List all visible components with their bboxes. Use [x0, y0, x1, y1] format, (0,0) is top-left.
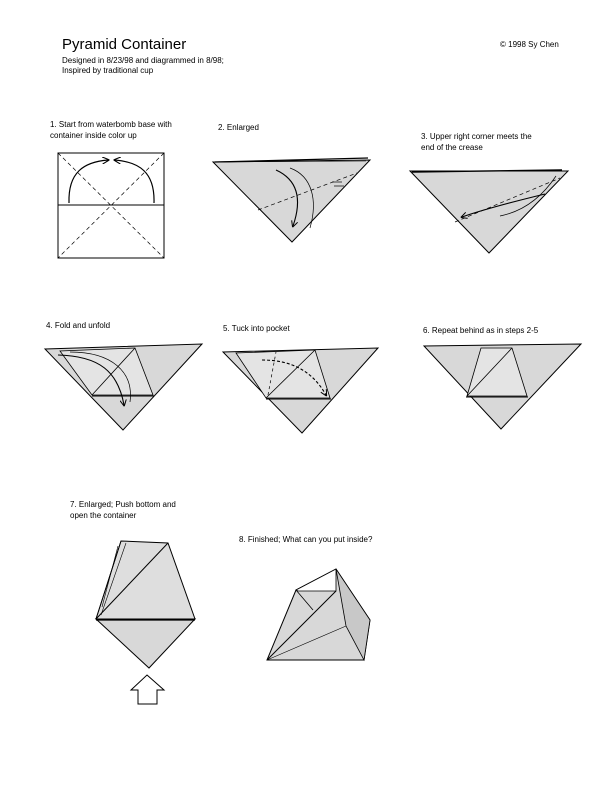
- container-opening: [296, 569, 336, 591]
- step-8-figure: [267, 569, 370, 660]
- step-8-caption-line1: 8. Finished; What can you put inside?: [239, 535, 373, 544]
- step-1-caption-line1: 1. Start from waterbomb base with: [50, 120, 172, 129]
- step-2-figure: [213, 158, 370, 242]
- folded-flap: [236, 350, 330, 398]
- step-3-caption-line2: end of the crease: [421, 143, 483, 152]
- step-6-figure: [424, 344, 581, 429]
- step-5-caption-line1: 5. Tuck into pocket: [223, 324, 290, 333]
- inspired-note: Inspired by traditional cup: [62, 66, 154, 75]
- push-arrow-icon: [131, 675, 164, 704]
- designed-note: Designed in 8/23/98 and diagrammed in 8/98;: [62, 56, 224, 65]
- step-3-figure: [410, 170, 568, 253]
- step-1-figure: [58, 153, 164, 258]
- step-7-figure: [96, 541, 195, 704]
- triangle-paper: [410, 171, 568, 253]
- step-7-caption-line1: 7. Enlarged; Push bottom and: [70, 500, 176, 509]
- page-title: Pyramid Container: [62, 36, 187, 53]
- step-2-caption-line1: 2. Enlarged: [218, 123, 259, 132]
- step-4-figure: [45, 344, 202, 430]
- step-7-caption-line2: open the container: [70, 511, 137, 520]
- step-4-caption-line1: 4. Fold and unfold: [46, 321, 111, 330]
- triangle-paper: [213, 160, 370, 242]
- step-3-caption-line1: 3. Upper right corner meets the: [421, 132, 532, 141]
- bottom-triangle: [96, 619, 195, 668]
- trapezoid-body: [96, 541, 195, 619]
- step-1-caption-line2: container inside color up: [50, 131, 137, 140]
- copyright-notice: © 1998 Sy Chen: [500, 40, 559, 49]
- step-5-figure: [223, 348, 378, 433]
- step-6-caption-line1: 6. Repeat behind as in steps 2-5: [423, 326, 539, 335]
